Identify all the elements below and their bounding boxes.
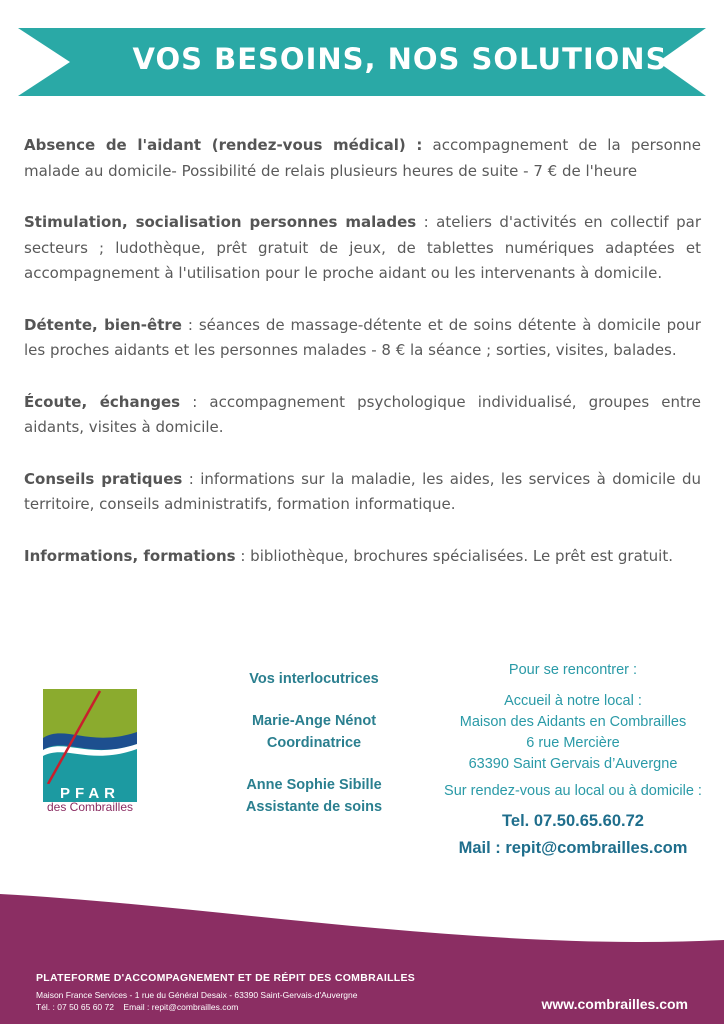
meet-line: Sur rendez-vous au local ou à domicile : xyxy=(444,783,702,799)
email-address: Mail : repit@combrailles.com xyxy=(458,839,688,857)
service-title: Stimulation, socialisation personnes malades xyxy=(24,213,417,231)
service-title: Écoute, échanges xyxy=(24,392,181,411)
meet-line: 6 rue Mercière xyxy=(526,735,620,751)
service-item xyxy=(24,390,701,441)
logo-caption: des Combrailles xyxy=(46,800,134,814)
service-title: Absence de l'aidant (rendez-vous médical) : xyxy=(24,136,423,154)
service-title: Informations, formations xyxy=(24,546,236,565)
page-title: VOS BESOINS, NOS SOLUTIONS xyxy=(132,42,668,76)
service-item xyxy=(24,133,701,184)
contacts-block xyxy=(238,668,390,818)
meet-line: Accueil à notre local : xyxy=(504,693,642,709)
service-item xyxy=(24,210,701,287)
services-list xyxy=(24,133,701,595)
footer-info xyxy=(36,972,415,1013)
service-title: Conseils pratiques xyxy=(24,469,183,488)
contact-name: Marie-Ange Nénot xyxy=(251,713,377,729)
service-text: : bibliothèque, brochures spécialisées. Le prêt est gratuit. xyxy=(235,546,673,565)
service-item xyxy=(24,467,701,518)
meet-heading: Pour se rencontrer : xyxy=(508,662,638,678)
contacts-heading: Vos interlocutrices xyxy=(249,671,379,687)
meet-line: 63390 Saint Gervais d’Auvergne xyxy=(468,756,678,772)
contact-role: Assistante de soins xyxy=(245,799,383,815)
service-text: : informations sur la maladie, les aides, les services à domicile du territoire, conseils administratifs, formation informatique. xyxy=(24,469,701,513)
service-item xyxy=(24,313,701,364)
contact-name: Anne Sophie Sibille xyxy=(246,777,382,793)
service-text: accompagnement de la personne malade au domicile- Possibilité de relais plusieurs heures de suite - 7 € de l'heure xyxy=(24,136,701,180)
meeting-info xyxy=(430,660,716,862)
meet-line: Maison des Aidants en Combrailles xyxy=(459,714,687,730)
footer-contact: Tél. : 07 50 65 60 72 Email : repit@combrailles.com xyxy=(36,1002,239,1012)
service-text: : séances de massage-détente et de soins détente à domicile pour les proches aidants et les personnes malades - 8 € la séance ; sorties, visites, balades. xyxy=(24,315,701,359)
pfar-logo xyxy=(40,686,140,818)
service-text: : accompagnement psychologique individualisé, groupes entre aidants, visites à domicile. xyxy=(24,392,701,436)
service-title: Détente, bien-être xyxy=(24,315,182,334)
phone-number: Tel. 07.50.65.60.72 xyxy=(502,812,644,830)
footer-address: Maison France Services - 1 rue du Général Desaix - 63390 Saint-Gervais-d'Auvergne xyxy=(36,990,358,1000)
footer-website-link[interactable]: www.combrailles.com xyxy=(541,996,688,1012)
service-text: : ateliers d'activités en collectif par secteurs ; ludothèque, prêt gratuit de jeux, de tablettes numériques adaptées et accompagnement à l'utilisation pour le proche aidant ou les intervenants à domicile. xyxy=(24,213,701,282)
contact-role: Coordinatrice xyxy=(266,735,362,751)
footer-org: PLATEFORME D'ACCOMPAGNEMENT ET DE RÉPIT DES COMBRAILLES xyxy=(36,972,416,984)
logo-text: PFAR xyxy=(59,785,121,802)
service-item xyxy=(24,544,701,570)
